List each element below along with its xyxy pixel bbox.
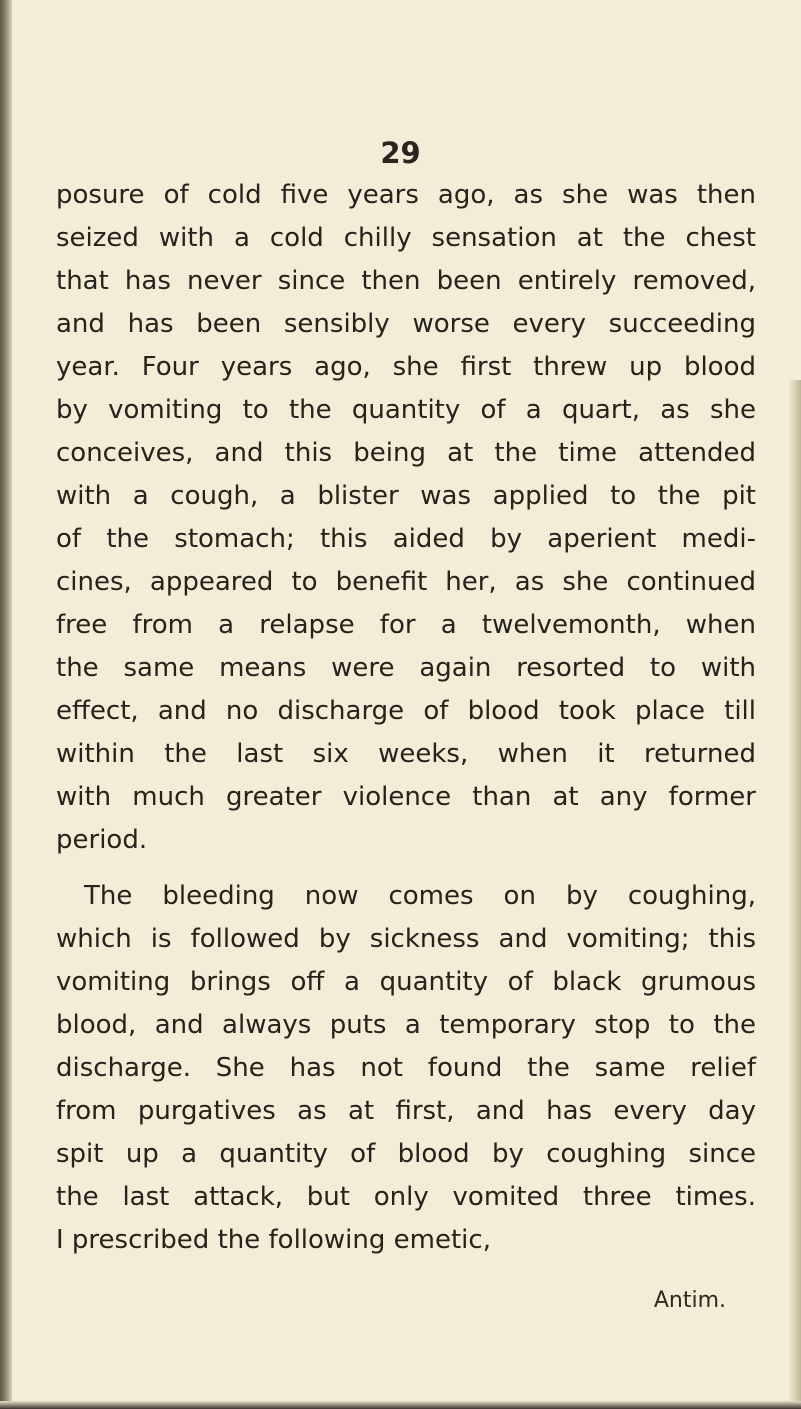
text-line: and has been sensibly worse every succeeding: [56, 309, 756, 339]
catchword: Antim.: [653, 1288, 726, 1313]
text-line: by vomiting to the quantity of a quart, as she: [56, 395, 756, 425]
text-line: free from a relapse for a twelvemonth, when: [56, 610, 756, 640]
text-line: period.: [56, 825, 148, 855]
text-line: year. Four years ago, she first threw up blood: [56, 352, 756, 382]
paragraph-2: [56, 875, 756, 1262]
text-line: of the stomach; this aided by aperient medi-: [56, 524, 756, 554]
text-line: The bleeding now comes on by coughing,: [84, 881, 756, 911]
text-line: cines, appeared to benefit her, as she continued: [56, 567, 756, 597]
text-line: conceives, and this being at the time attended: [56, 438, 756, 468]
text-line: which is followed by sickness and vomiting; this: [56, 924, 756, 954]
text-line: posure of cold five years ago, as she was then: [56, 180, 756, 210]
text-line: effect, and no discharge of blood took place till: [56, 696, 756, 726]
text-line: within the last six weeks, when it returned: [56, 739, 756, 769]
text-line: with much greater violence than at any former: [56, 782, 756, 812]
text-line: spit up a quantity of blood by coughing since: [56, 1139, 756, 1169]
page-bottom-edge: [0, 1401, 801, 1409]
text-line: the same means were again resorted to with: [56, 653, 756, 683]
text-line: seized with a cold chilly sensation at the chest: [56, 223, 756, 253]
text-line: I prescribed the following emetic,: [56, 1225, 491, 1255]
page-edge: [789, 380, 801, 1409]
book-spine-shadow: [0, 0, 12, 1409]
text-line: vomiting brings off a quantity of black grumous: [56, 967, 756, 997]
text-line: blood, and always puts a temporary stop to the: [56, 1010, 756, 1040]
paragraph-1: [56, 174, 756, 862]
text-line: from purgatives as at first, and has every day: [56, 1096, 756, 1126]
text-line: with a cough, a blister was applied to the pit: [56, 481, 756, 511]
page-number: 29: [380, 136, 421, 170]
text-line: discharge. She has not found the same relief: [56, 1053, 756, 1083]
text-line: that has never since then been entirely removed,: [56, 266, 756, 296]
text-line: the last attack, but only vomited three times.: [56, 1182, 756, 1212]
